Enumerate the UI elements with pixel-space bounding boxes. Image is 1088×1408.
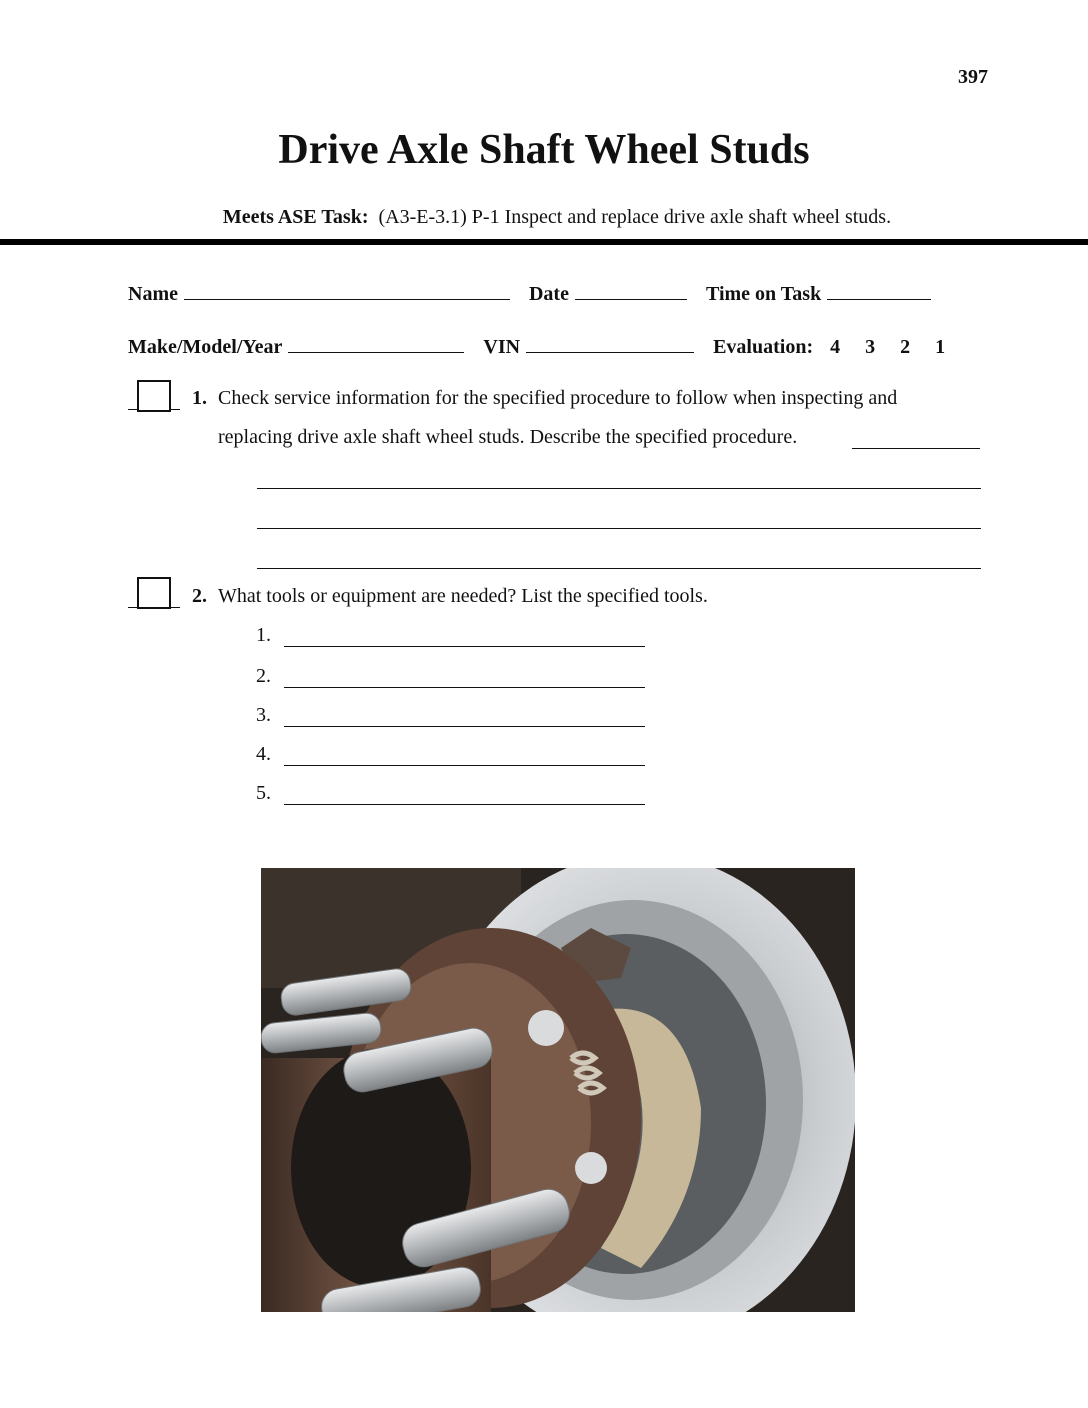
make-model-year-label: Make/Model/Year [128, 336, 283, 358]
evaluation-score-1[interactable]: 1 [935, 336, 946, 358]
tool-number-4: 4. [256, 743, 271, 765]
page-number: 397 [958, 66, 988, 88]
page-title: Drive Axle Shaft Wheel Studs [278, 127, 810, 173]
header-rule [0, 239, 1088, 245]
vehicle-row [128, 334, 945, 359]
evaluation-score-4[interactable]: 4 [830, 336, 841, 358]
ase-task-label: Meets ASE Task: [222, 206, 369, 228]
tool-field-5[interactable] [284, 804, 645, 805]
step-1-answer-line[interactable] [257, 568, 981, 569]
time-on-task-label: Time on Task [705, 283, 822, 305]
step-1-answer-line[interactable] [257, 528, 981, 529]
date-label: Date [528, 283, 569, 305]
step-2-text: What tools or equipment are needed? List the specified tools. [218, 585, 708, 607]
ase-task-line [0, 206, 1088, 229]
step-1-answer-line[interactable] [257, 488, 981, 489]
tool-number-5: 5. [256, 782, 271, 804]
step-1-text-line-2: replacing drive axle shaft wheel studs. Describe the specified procedure. [218, 426, 798, 448]
step-1-answer-line[interactable] [852, 448, 980, 449]
evaluation-score-3[interactable]: 3 [865, 336, 876, 358]
tool-field-1[interactable] [284, 646, 645, 647]
step-1-checkbox[interactable] [137, 380, 171, 412]
ase-task-text: (A3-E-3.1) P-1 Inspect and replace drive axle shaft wheel studs. [378, 206, 892, 228]
vin-label: VIN [483, 336, 521, 358]
name-label: Name [128, 283, 178, 305]
axle-hub-photo [261, 868, 855, 1312]
tool-field-3[interactable] [284, 726, 645, 727]
tool-number-1: 1. [256, 624, 271, 646]
evaluation-score-2[interactable]: 2 [900, 336, 911, 358]
evaluation-label: Evaluation: [713, 336, 814, 358]
tool-field-2[interactable] [284, 687, 645, 688]
date-field[interactable] [575, 281, 687, 300]
make-model-year-field[interactable] [288, 334, 464, 353]
tool-field-4[interactable] [284, 765, 645, 766]
vin-field[interactable] [526, 334, 694, 353]
step-1-number: 1. [192, 387, 207, 409]
step-2-checkbox[interactable] [137, 577, 171, 609]
step-2-number: 2. [192, 585, 207, 607]
tool-number-2: 2. [256, 665, 271, 687]
time-on-task-field[interactable] [827, 281, 931, 300]
name-field[interactable] [184, 281, 510, 300]
step-1-text-line-1: Check service information for the specified procedure to follow when inspecting and [218, 387, 898, 409]
tool-number-3: 3. [256, 704, 271, 726]
name-row [128, 281, 931, 306]
